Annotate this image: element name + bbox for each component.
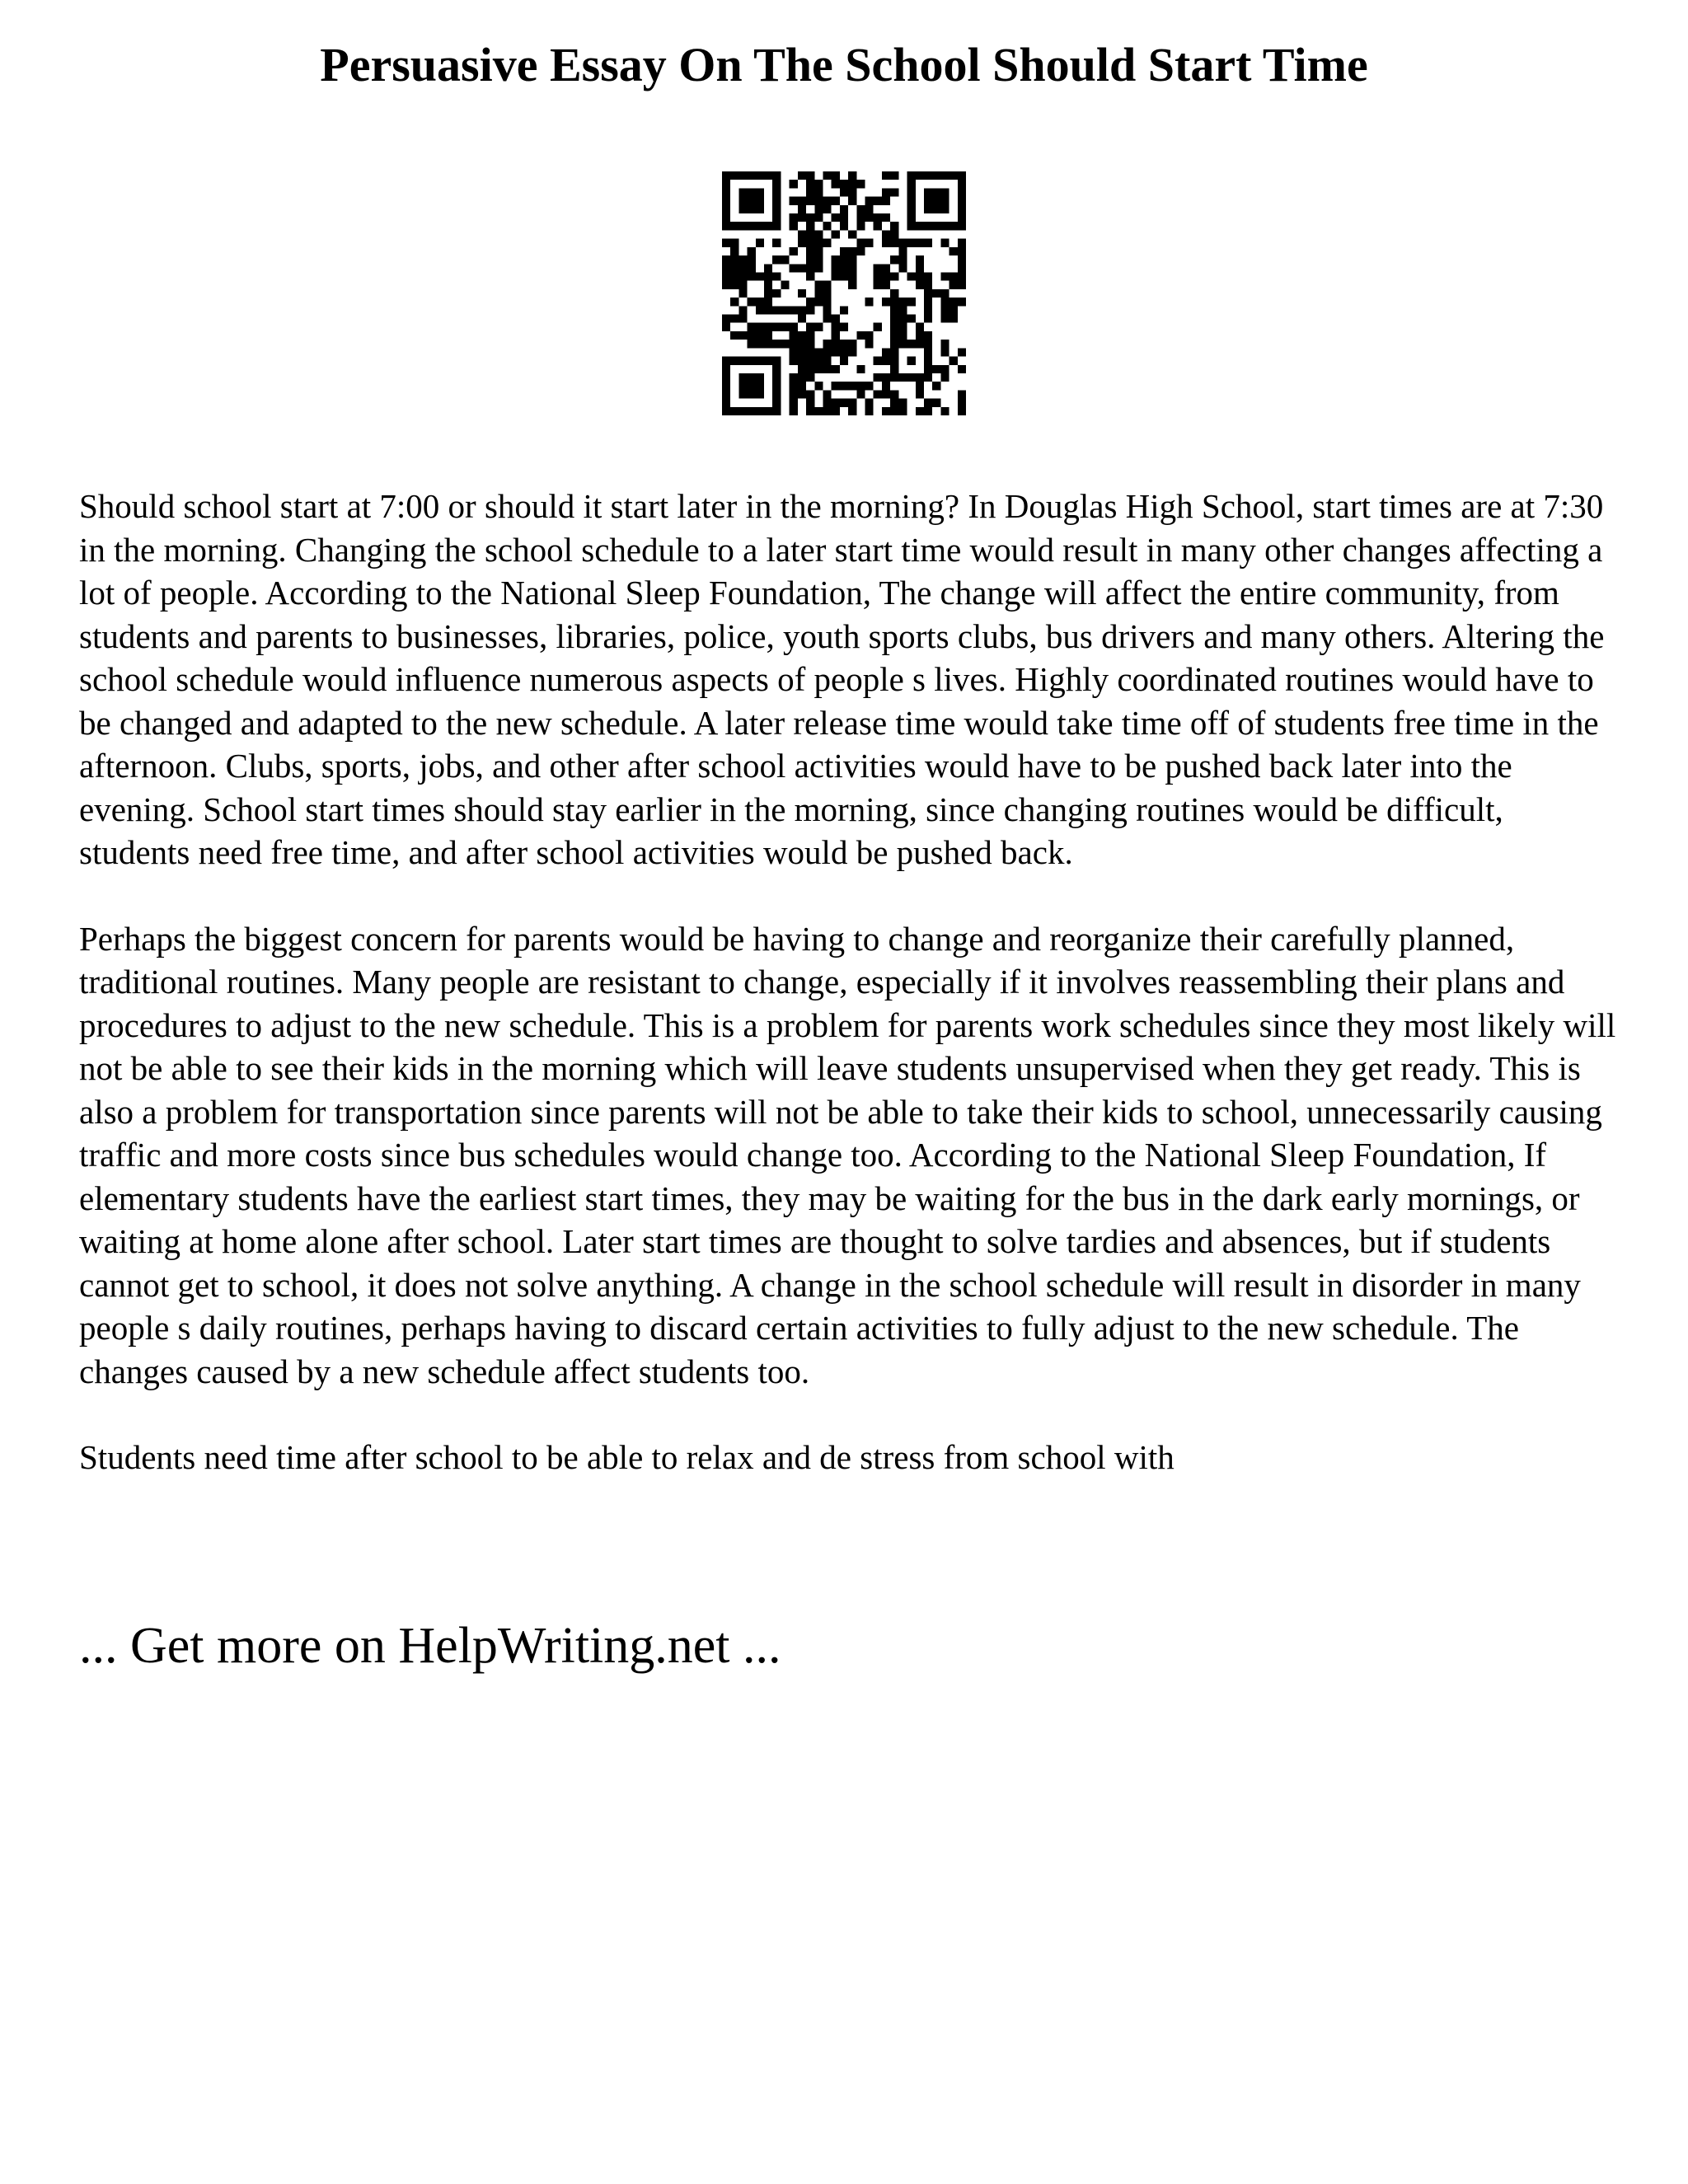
qr-code-icon (722, 171, 966, 415)
essay-paragraph-2: Perhaps the biggest concern for parents would be having to change and reorganize their carefully planned, traditional routines. Many people are resistant to change, especially if it involves reassembling their plans and procedures to adjust to the new schedule. This is a problem for parents work schedules since they most likely will not be able to see their kids in the morning which will leave students unsupervised when they get ready. This is also a problem for transportation since parents will not be able to take their kids to school, unnecessarily causing traffic and more costs since bus schedules would change too. According to the National Sleep Foundation, If elementary students have the earliest start times, they may be waiting for the bus in the dark early mornings, or waiting at home alone after school. Later start times are thought to solve tardies and absences, but if students cannot get to school, it does not solve anything. A change in the school schedule will result in disorder in many people s daily routines, perhaps having to discard certain activities to fully adjust to the new schedule. The changes caused by a new schedule affect students too. (79, 919, 1616, 1390)
essay-paragraph-1: Should school start at 7:00 or should it start later in the morning? In Douglas High School, start times are at 7:30 in the morning. Changing the school schedule to a later start time would result in many other changes affecting a lot of people. According to the National Sleep Foundation, The change will affect the entire community, from students and parents to businesses, libraries, police, youth sports clubs, bus drivers and many others. Altering the school schedule would influence numerous aspects of people s lives. Highly coordinated routines would have to be changed and adapted to the new schedule. A later release time would take time off of students free time in the afternoon. Clubs, sports, jobs, and other after school activities would have to be pushed back later into the evening. School start times should stay earlier in the morning, since changing routines would be difficult, students need free time, and after school activities would be pushed back. (79, 487, 1605, 871)
get-more-link[interactable]: ... Get more on HelpWriting.net ... (79, 1618, 781, 1674)
document-title: Persuasive Essay On The School Should Start Time (320, 38, 1368, 91)
essay-paragraph-3: Students need time after school to be able to relax and de stress from school with (79, 1438, 1175, 1476)
essay-body (79, 485, 1620, 1522)
